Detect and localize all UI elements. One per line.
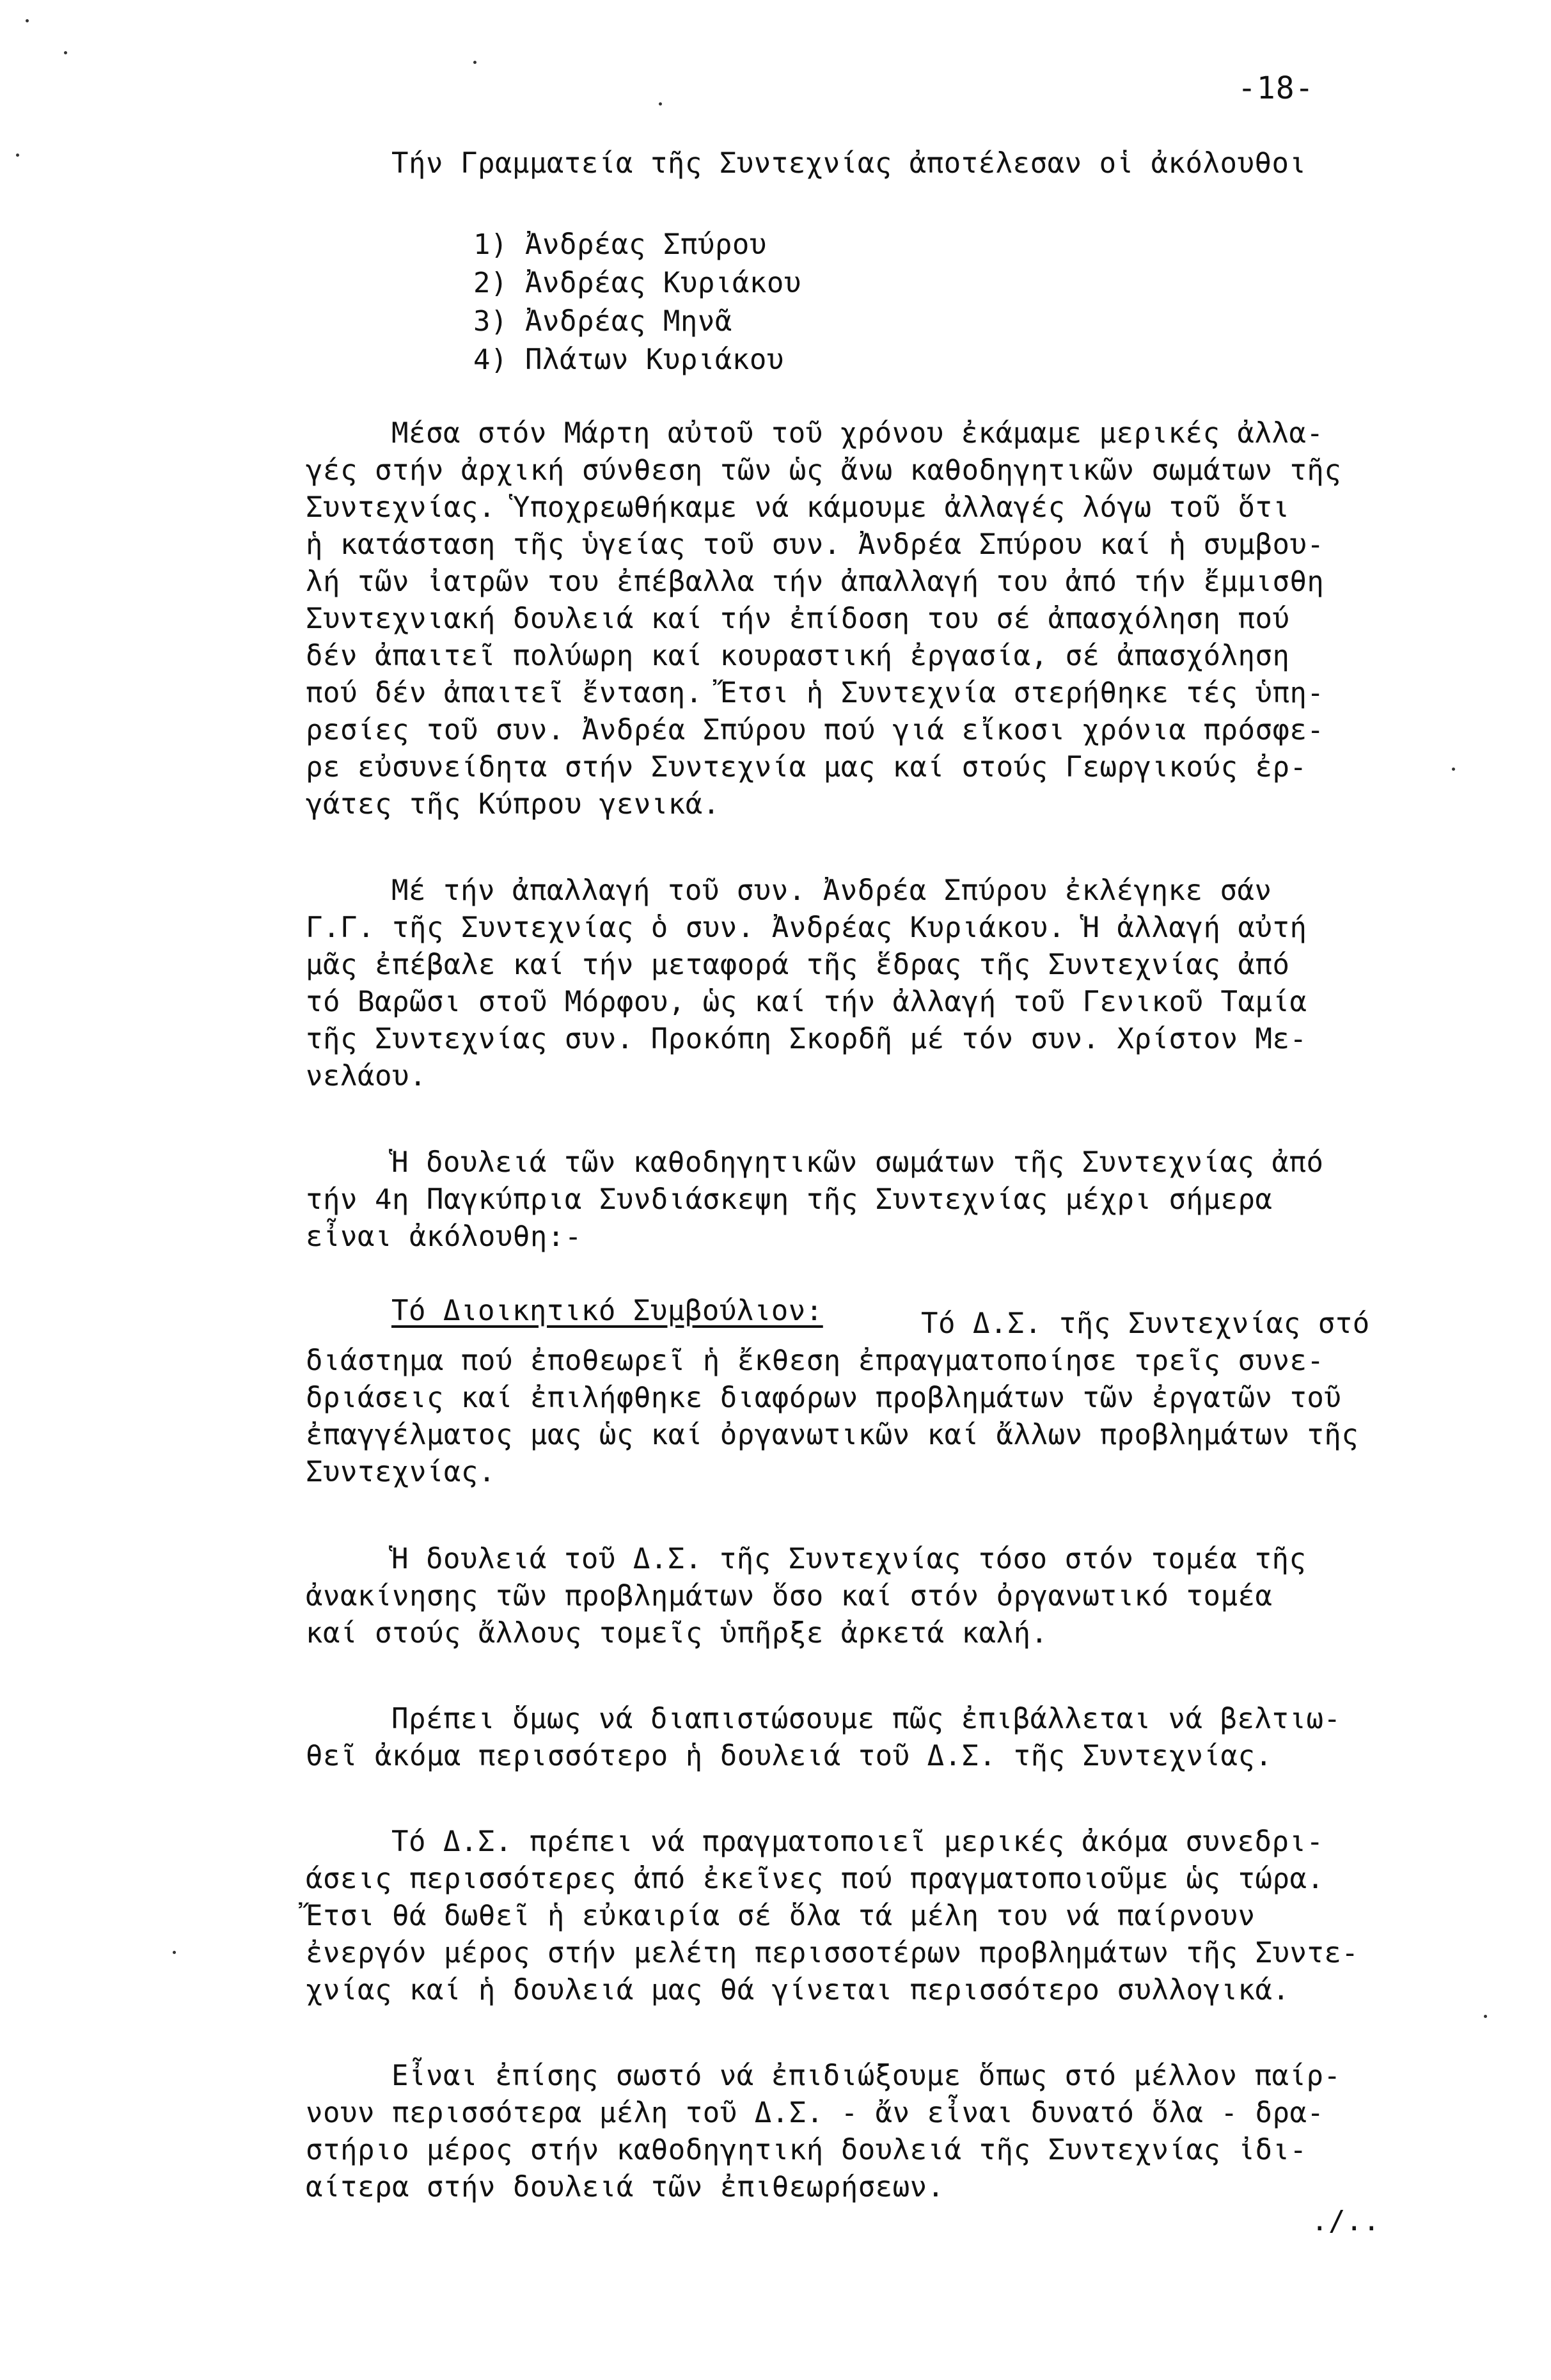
paragraph-line: Συντεχνίας. <box>306 1456 496 1488</box>
paragraph-line: ἀνακίνησης τῶν προβλημάτων ὅσο καί στόν ὀργανωτικό τομέα <box>306 1580 1273 1612</box>
paragraph-line: Μέσα στόν Μάρτη αὐτοῦ τοῦ χρόνου ἐκάμαμε μερικές ἀλλα- <box>391 417 1324 450</box>
paragraph-line: αίτερα στήν δουλειά τῶν ἐπιθεωρήσεων. <box>306 2171 945 2203</box>
paragraph-line: ἡ κατάσταση τῆς ὑγείας τοῦ συν. Ἀνδρέα Σπύρου καί ἡ συμβου- <box>306 528 1325 561</box>
member-item: 2) Ἀνδρέας Κυριάκου <box>473 267 801 299</box>
member-item: 4) Πλάτων Κυριάκου <box>473 343 784 376</box>
paragraph-line: νουν περισσότερα μέλη τοῦ Δ.Σ. - ἄν εἶναι δυνατό ὅλα - δρα- <box>306 2097 1325 2129</box>
section-heading: Τό Διοικητικό Συμβούλιον: <box>391 1295 823 1327</box>
member-item: 3) Ἀνδρέας Μηνᾶ <box>473 305 732 338</box>
paragraph-line: θεῖ ἀκόμα περισσότερο ἡ δουλειά τοῦ Δ.Σ. τῆς Συντεχνίας. <box>306 1740 1273 1772</box>
paragraph-line: ρεσίες τοῦ συν. Ἀνδρέα Σπύρου πού γιά εἴκοσι χρόνια πρόσφε- <box>306 714 1325 746</box>
paragraph-line: στήριο μέρος στήν καθοδηγητική δουλειά τῆς Συντεχνίας ἰδι- <box>306 2134 1307 2166</box>
paragraph-line: δριάσεις καί ἐπιλήφθηκε διαφόρων προβλημάτων τῶν ἐργατῶν τοῦ <box>306 1382 1342 1414</box>
scan-speck <box>1452 768 1455 771</box>
paragraph-line: Συντεχνιακή δουλειά καί τήν ἐπίδοση του σέ ἀπασχόληση πού <box>306 603 1290 635</box>
page-number: -18- <box>1238 70 1314 106</box>
scan-speck <box>173 1951 176 1954</box>
paragraph-line: Ἔτσι θά δωθεῖ ἡ εὐκαιρία σέ ὅλα τά μέλη του νά παίρνουν <box>306 1900 1256 1932</box>
paragraph-line: τήν 4η Παγκύπρια Συνδιάσκεψη τῆς Συντεχνίας μέχρι σήμερα <box>306 1183 1273 1216</box>
paragraph-line: Πρέπει ὅμως νά διαπιστώσουμε πῶς ἐπιβάλλεται νά βελτιω- <box>391 1703 1341 1735</box>
paragraph-line: Ἡ δουλειά τῶν καθοδηγητικῶν σωμάτων τῆς Συντεχνίας ἀπό <box>391 1146 1324 1179</box>
paragraph-line: πού δέν ἀπαιτεῖ ἔνταση. Ἔτσι ἡ Συντεχνία στερήθηκε τές ὑπη- <box>306 677 1325 709</box>
scan-speck <box>26 19 29 22</box>
paragraph-line: καί στούς ἄλλους τομεῖς ὑπῆρξε ἀρκετά καλή. <box>306 1617 1048 1650</box>
intro-line: Τήν Γραμματεία τῆς Συντεχνίας ἀποτέλεσαν οἱ ἀκόλουθοι <box>391 147 1307 180</box>
scan-speck <box>659 102 662 106</box>
paragraph-line: ἐπαγγέλματος μας ὡς καί ὀργανωτικῶν καί ἄλλων προβλημάτων τῆς <box>306 1419 1359 1451</box>
paragraph-line: Τό Δ.Σ. τῆς Συντεχνίας στό <box>921 1307 1370 1340</box>
scan-speck <box>16 154 19 157</box>
paragraph-line: ἐνεργόν μέρος στήν μελέτη περισσοτέρων προβλημάτων τῆς Συντε- <box>306 1937 1359 1969</box>
scan-speck <box>473 61 476 64</box>
paragraph-line: εἶναι ἀκόλουθη:- <box>306 1220 582 1253</box>
paragraph-line: χνίας καί ἡ δουλειά μας θά γίνεται περισσότερο συλλογικά. <box>306 1974 1290 2006</box>
scan-speck <box>64 51 67 54</box>
paragraph-line: άσεις περισσότερες ἀπό ἐκεῖνες πού πραγματοποιοῦμε ὡς τώρα. <box>306 1863 1325 1895</box>
continuation-mark: ./.. <box>1311 2205 1380 2237</box>
paragraph-line: νελάου. <box>306 1060 427 1092</box>
paragraph-line: γάτες τῆς Κύπρου γενικά. <box>306 788 720 821</box>
member-item: 1) Ἀνδρέας Σπύρου <box>473 228 767 261</box>
paragraph-line: Τό Δ.Σ. πρέπει νά πραγματοποιεῖ μερικές ἀκόμα συνεδρι- <box>391 1825 1324 1858</box>
scan-speck <box>1484 2015 1487 2018</box>
paragraph-line: Συντεχνίας. Ὑποχρεωθήκαμε νά κάμουμε ἀλλαγές λόγω τοῦ ὅτι <box>306 491 1290 524</box>
paragraph-line: Γ.Γ. τῆς Συντεχνίας ὁ συν. Ἀνδρέας Κυριάκου. Ἡ ἀλλαγή αὐτή <box>306 911 1307 944</box>
paragraph-line: Μέ τήν ἀπαλλαγή τοῦ συν. Ἀνδρέα Σπύρου ἐκλέγηκε σάν <box>391 874 1272 907</box>
paragraph-line: ρε εὐσυνείδητα στήν Συντεχνία μας καί στούς Γεωργικούς ἐρ- <box>306 751 1307 784</box>
paragraph-line: μᾶς ἐπέβαλε καί τήν μεταφορά τῆς ἕδρας τῆς Συντεχνίας ἀπό <box>306 949 1290 981</box>
paragraph-line: Ἡ δουλειά τοῦ Δ.Σ. τῆς Συντεχνίας τόσο στόν τομέα τῆς <box>391 1543 1307 1575</box>
paragraph-line: τῆς Συντεχνίας συν. Προκόπη Σκορδῆ μέ τόν συν. Χρίστον Με- <box>306 1023 1307 1055</box>
paragraph-line: λή τῶν ἰατρῶν του ἐπέβαλλα τήν ἀπαλλαγή του ἀπό τήν ἔμμισθη <box>306 565 1325 598</box>
paragraph-line: δέν ἀπαιτεῖ πολύωρη καί κουραστική ἐργασία, σέ ἀπασχόληση <box>306 640 1290 672</box>
paragraph-line: διάστημα πού ἐποθεωρεῖ ἡ ἔκθεση ἐπραγματοποίησε τρεῖς συνε- <box>306 1344 1325 1377</box>
paragraph-line: Εἶναι ἐπίσης σωστό νά ἐπιδιώξουμε ὅπως στό μέλλον παίρ- <box>391 2060 1341 2092</box>
paragraph-line: γές στήν ἀρχική σύνθεση τῶν ὡς ἄνω καθοδηγητικῶν σωμάτων τῆς <box>306 454 1342 487</box>
paragraph-line: τό Βαρῶσι στοῦ Μόρφου, ὡς καί τήν ἀλλαγή τοῦ Γενικοῦ Ταμία <box>306 986 1307 1018</box>
